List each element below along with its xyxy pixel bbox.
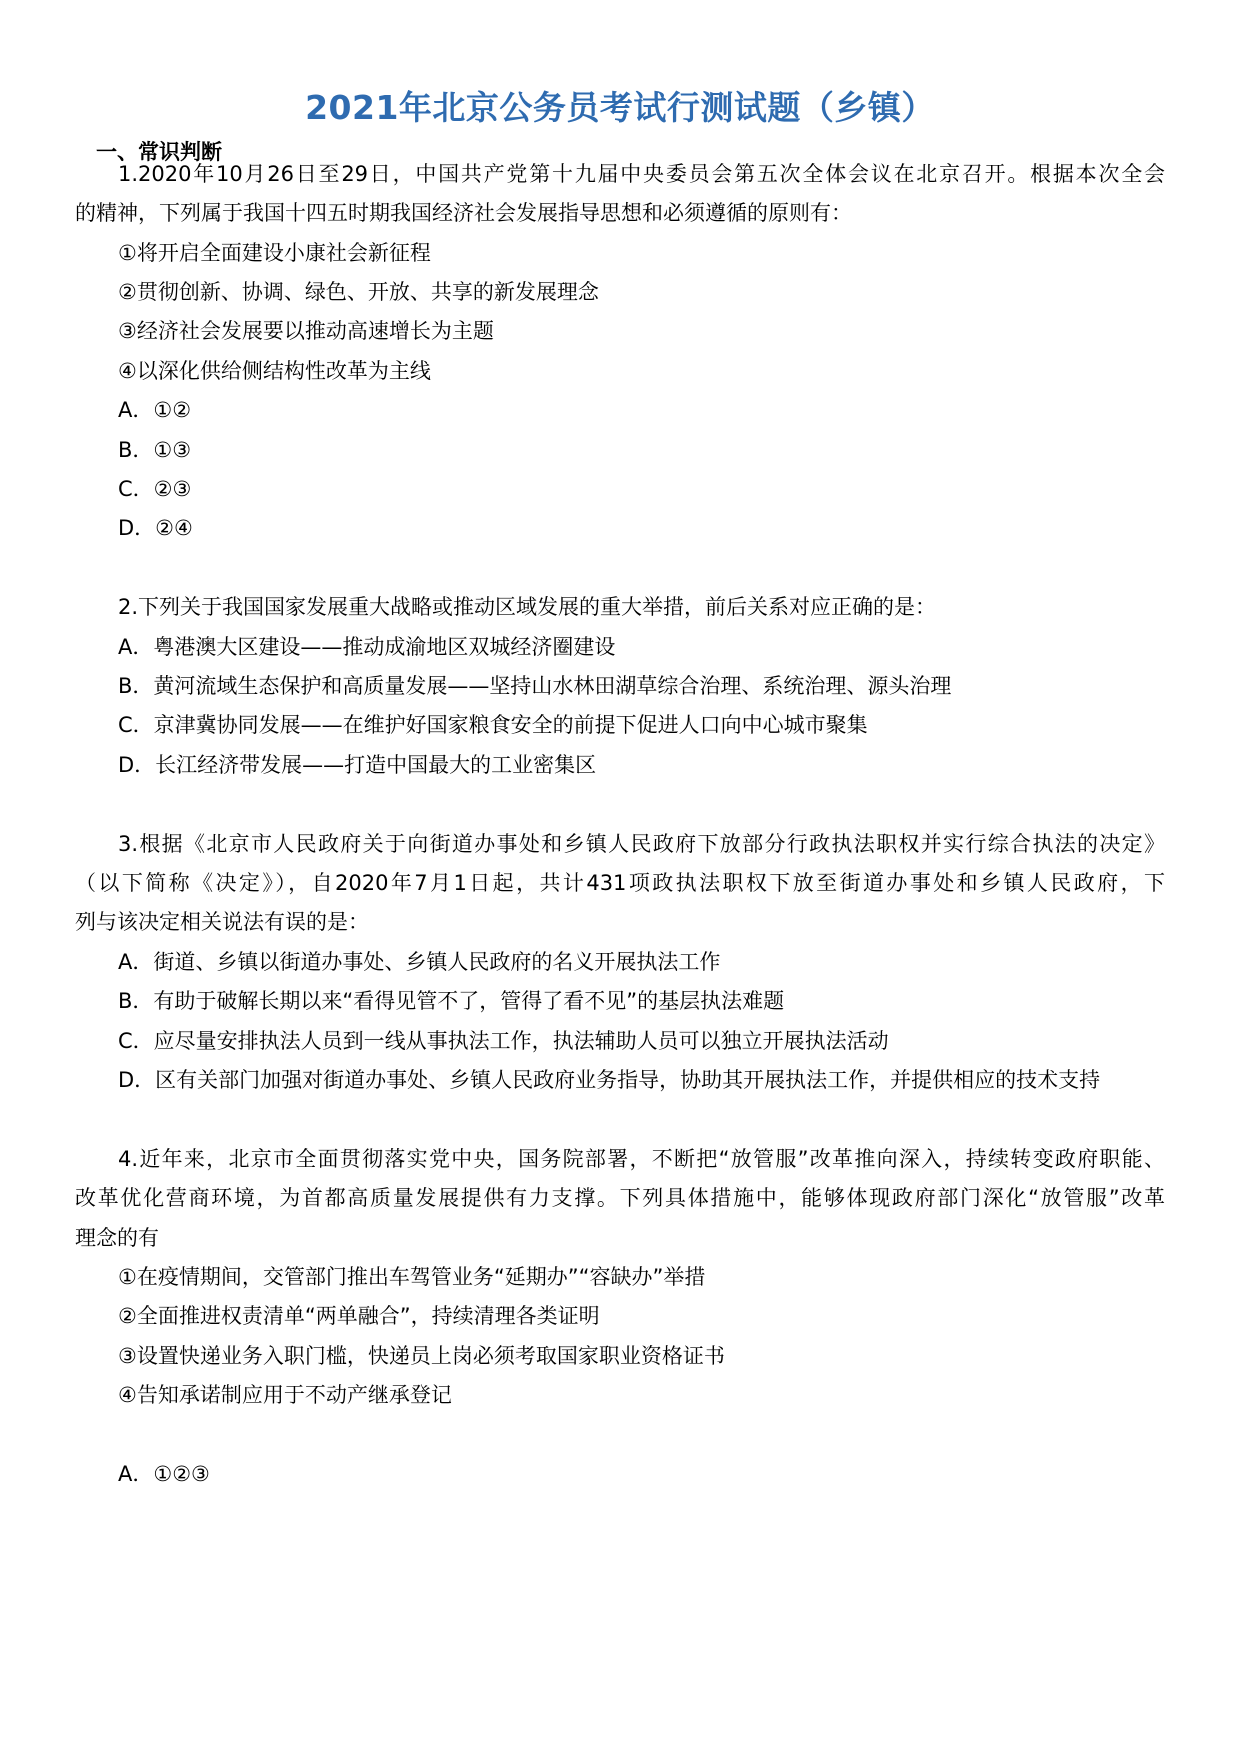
q2-option-c: C．京津冀协同发展——在维护好国家粮食安全的前提下促进人口向中心城市聚集 <box>118 713 868 737</box>
q2-option-d: D．长江经济带发展——打造中国最大的工业密集区 <box>118 753 597 777</box>
q4-stem-line-3: 理念的有 <box>75 1226 159 1250</box>
q3-option-d: D．区有关部门加强对街道办事处、乡镇人民政府业务指导，协助其开展执法工作，并提供相应的技术支持 <box>118 1068 1101 1092</box>
q1-item-4: ④以深化供给侧结构性改革为主线 <box>118 359 431 383</box>
q1-option-b: B．①③ <box>118 438 192 462</box>
q4-stem-line-2: 改革优化营商环境，为首都高质量发展提供有力支撑。下列具体措施中，能够体现政府部门深化“放管服”改革 <box>75 1186 1165 1210</box>
q4-item-1: ①在疫情期间，交管部门推出车驾管业务“延期办”“容缺办”举措 <box>118 1265 706 1289</box>
q3-stem-line-3: 列与该决定相关说法有误的是： <box>75 910 369 934</box>
q1-option-a: A．①② <box>118 398 192 422</box>
q4-stem-line-1: 4.近年来，北京市全面贯彻落实党中央，国务院部署，不断把“放管服”改革推向深入，持续转变政府职能、 <box>118 1147 1165 1171</box>
q1-option-c: C．②③ <box>118 477 192 501</box>
q3-option-a: A．街道、乡镇以街道办事处、乡镇人民政府的名义开展执法工作 <box>118 950 721 974</box>
q2-stem: 2.下列关于我国国家发展重大战略或推动区域发展的重大举措，前后关系对应正确的是： <box>118 595 937 619</box>
q4-option-a: A．①②③ <box>118 1462 210 1486</box>
q4-item-3: ③设置快递业务入职门槛，快递员上岗必须考取国家职业资格证书 <box>118 1344 725 1368</box>
q3-stem-line-2: （以下简称《决定》），自2020年7月1日起，共计431项政执法职权下放至街道办事处和乡镇人民政府，下 <box>75 871 1165 895</box>
q1-item-1: ①将开启全面建设小康社会新征程 <box>118 241 431 265</box>
q3-stem-line-1: 3.根据《北京市人民政府关于向街道办事处和乡镇人民政府下放部分行政执法职权并实行综合执法的决定》 <box>118 832 1165 856</box>
q1-item-3: ③经济社会发展要以推动高速增长为主题 <box>118 319 494 343</box>
q1-stem-line-2: 的精神，下列属于我国十四五时期我国经济社会发展指导思想和必须遵循的原则有： <box>75 201 852 225</box>
q3-option-c: C．应尽量安排执法人员到一线从事执法工作，执法辅助人员可以独立开展执法活动 <box>118 1029 889 1053</box>
q1-stem-line-1: 1.2020年10月26日至29日，中国共产党第十九届中央委员会第五次全体会议在北京召开。根据本次全会 <box>118 162 1165 186</box>
q2-option-a: A．粤港澳大区建设——推动成渝地区双城经济圈建设 <box>118 635 616 659</box>
q3-option-b: B．有助于破解长期以来“看得见管不了，管得了看不见”的基层执法难题 <box>118 989 785 1013</box>
q1-item-2: ②贯彻创新、协调、绿色、开放、共享的新发展理念 <box>118 280 599 304</box>
q1-option-d: D．②④ <box>118 516 193 540</box>
page-title: 2021年北京公务员考试行测试题（乡镇） <box>305 88 935 127</box>
q2-option-b: B．黄河流域生态保护和高质量发展——坚持山水林田湖草综合治理、系统治理、源头治理 <box>118 674 952 698</box>
q4-item-2: ②全面推进权责清单“两单融合”，持续清理各类证明 <box>118 1304 600 1328</box>
q4-item-4: ④告知承诺制应用于不动产继承登记 <box>118 1383 452 1407</box>
section-heading: 一、常识判断 <box>96 140 222 164</box>
